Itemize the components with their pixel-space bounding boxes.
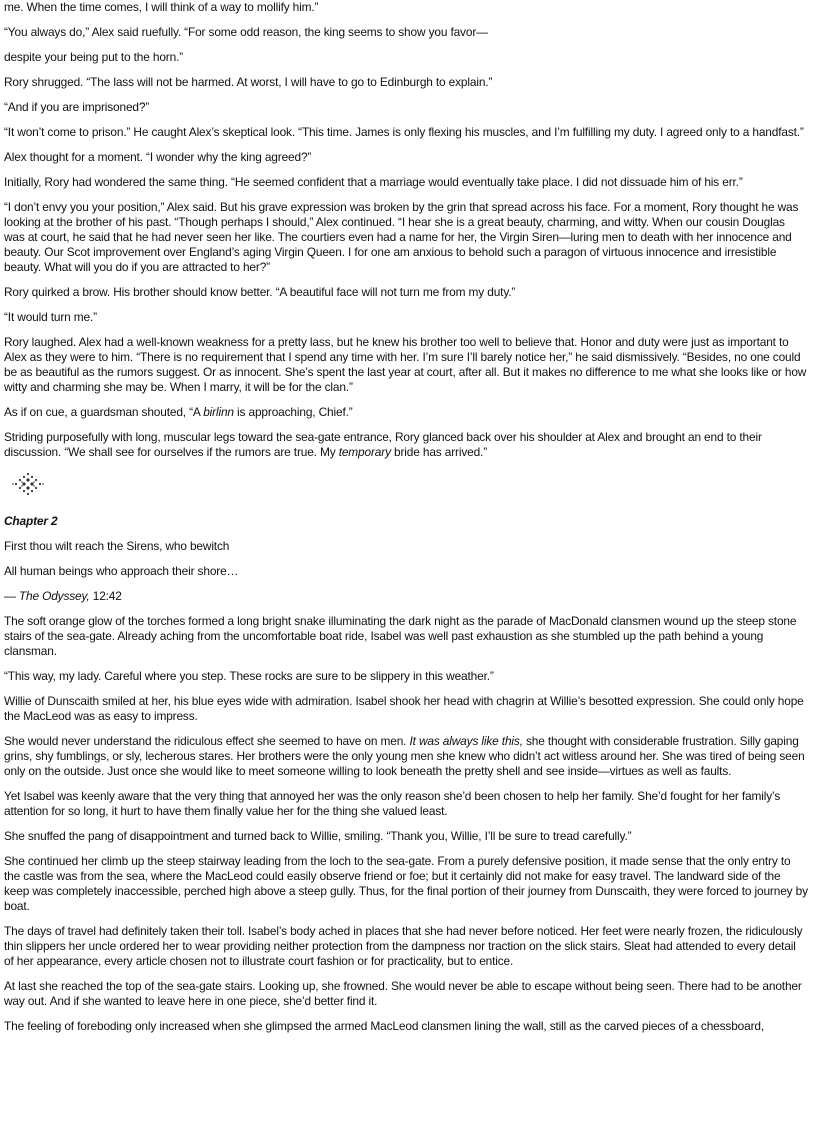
text: Striding purposefully with long, muscular legs toward the sea-gate entrance, Rory glanced back over his shoulder at Alex and brought an end to their discussion. “We shall see for ourselves if the rumors are true. My	[4, 430, 762, 459]
italic-text: temporary	[338, 445, 391, 459]
paragraph: Alex thought for a moment. “I wonder why the king agreed?”	[4, 150, 312, 164]
paragraph: “It would turn me.”	[4, 310, 97, 324]
text: is approaching, Chief.”	[233, 405, 353, 419]
paragraph-striding	[4, 430, 808, 460]
italic-text: The Odyssey,	[18, 589, 90, 603]
paragraph: despite your being put to the horn.”	[4, 50, 184, 64]
paragraph-cue	[4, 405, 808, 420]
chapter-title: Chapter 2	[4, 514, 58, 528]
italic-text: It was always like this,	[409, 734, 523, 748]
text: —	[4, 589, 19, 603]
text: 12:42	[89, 589, 122, 603]
text: she thought with considerable frustration. Silly gaping grins, shy fumblings, or sly, lecherous stares. Her brothers were the only young men she knew who didn’t act witless around her. She was tired of being seen only on the outside. Just once she would like to meet someone willing to look beneath the pretty shell and see inside—virtues as well as faults.	[4, 734, 805, 778]
paragraph: The feeling of foreboding only increased when she glimpsed the armed MacLeod clansmen lining the wall, still as the carved pieces of a chessboard,	[4, 1019, 765, 1033]
section-divider	[4, 470, 808, 514]
paragraph: The days of travel had definitely taken their toll. Isabel’s body ached in places that she had never before noticed. Her feet were nearly frozen, the ridiculously thin slippers her uncle ordered her to wear providing neither protection from the dampness nor traction on the slick stairs. Sleat had attended to every detail of her appearance, every article chosen not to illustrate court fashion or for practicality, but to entice.	[4, 924, 803, 968]
paragraph: The soft orange glow of the torches formed a long bright snake illuminating the dark night as the parade of MacDonald clansmen wound up the steep stone stairs of the sea-gate. Already aching from the uncomfortable boat ride, Isabel was well past exhaustion as she stumbled up the path behind a young clansman.	[4, 614, 797, 658]
italic-text: birlinn	[203, 405, 234, 419]
paragraph: “You always do,” Alex said ruefully. “For some odd reason, the king seems to show you favor—	[4, 25, 488, 39]
ornament-icon	[11, 470, 45, 498]
epigraph-source	[4, 589, 808, 604]
text: bride has arrived.”	[390, 445, 488, 459]
paragraph: She snuffed the pang of disappointment and turned back to Willie, smiling. “Thank you, Willie, I’ll be sure to tread carefully.”	[4, 829, 632, 843]
paragraph-never	[4, 734, 808, 779]
paragraph: She continued her climb up the steep stairway leading from the loch to the sea-gate. From a purely defensive position, it made sense that the only entry to the castle was from the sea, where the MacLeod could easily observe friend or foe; but it certainly did not make for easy travel. The landward side of the keep was completely inaccessible, perched high above a steep gully. Thus, for the final portion of their journey from Dunscaith, they were forced to journey by boat.	[4, 854, 808, 913]
book-page	[4, 0, 808, 1044]
paragraph: Initially, Rory had wondered the same thing. “He seemed confident that a marriage would eventually take place. I did not dissuade him of his err.”	[4, 175, 743, 189]
epigraph-line: All human beings who approach their shore…	[4, 564, 239, 578]
paragraph: “And if you are imprisoned?”	[4, 100, 150, 114]
paragraph: “It won’t come to prison.” He caught Alex’s skeptical look. “This time. James is only flexing his muscles, and I’m fulfilling my duty. I agreed only to a handfast.”	[4, 125, 804, 139]
paragraph: me. When the time comes, I will think of a way to mollify him.”	[4, 0, 319, 14]
text: As if on cue, a guardsman shouted, “A	[4, 405, 204, 419]
paragraph: Willie of Dunscaith smiled at her, his blue eyes wide with admiration. Isabel shook her head with chagrin at Willie’s besotted expression. She could only hope the MacLeod was as easy to impress.	[4, 694, 804, 723]
paragraph: “This way, my lady. Careful where you step. These rocks are sure to be slippery in this weather.”	[4, 669, 494, 683]
epigraph-line: First thou wilt reach the Sirens, who bewitch	[4, 539, 230, 553]
text: She would never understand the ridiculous effect she seemed to have on men.	[4, 734, 410, 748]
paragraph: Yet Isabel was keenly aware that the very thing that annoyed her was the only reason she’d been chosen to help her family. She’d fought for her family’s attention for so long, it hurt to have them finally value her for the thing she valued least.	[4, 789, 781, 818]
paragraph: At last she reached the top of the sea-gate stairs. Looking up, she frowned. She would never be able to escape without being seen. There had to be another way out. And if she wanted to leave here in one piece, she’d better find it.	[4, 979, 802, 1008]
paragraph: Rory laughed. Alex had a well-known weakness for a pretty lass, but he knew his brother too well to believe that. Honor and duty were just as important to Alex as they were to him. “There is no requirement that I spend any time with her. I’m sure I’ll barely notice her,” he said dismissively. “Besides, no one could be as beautiful as the rumors suggest. Or as innocent. She’s spent the last year at court, after all. But it makes no difference to me what she looks like or how witty and charming she may be. When I marry, it will be for the clan.”	[4, 335, 807, 394]
paragraph: “I don’t envy you your position,” Alex said. But his grave expression was broken by the grin that spread across his face. For a moment, Rory thought he was looking at the brother of his past. “Though perhaps I should,” Alex continued. “I hear she is a great beauty, charming, and witty. When our cousin Douglas was at court, he said that he had never seen her like. The courtiers even had a name for her, the Virgin Siren—luring men to death with her innocence and beauty. Our Scot improvement over England’s aging Virgin Queen. I for one am anxious to behold such a paragon of virtuous innocence and irresistible beauty. What will you do if you are attracted to her?”	[4, 200, 799, 274]
paragraph: Rory shrugged. “The lass will not be harmed. At worst, I will have to go to Edinburgh to explain.”	[4, 75, 493, 89]
paragraph: Rory quirked a brow. His brother should know better. “A beautiful face will not turn me from my duty.”	[4, 285, 516, 299]
